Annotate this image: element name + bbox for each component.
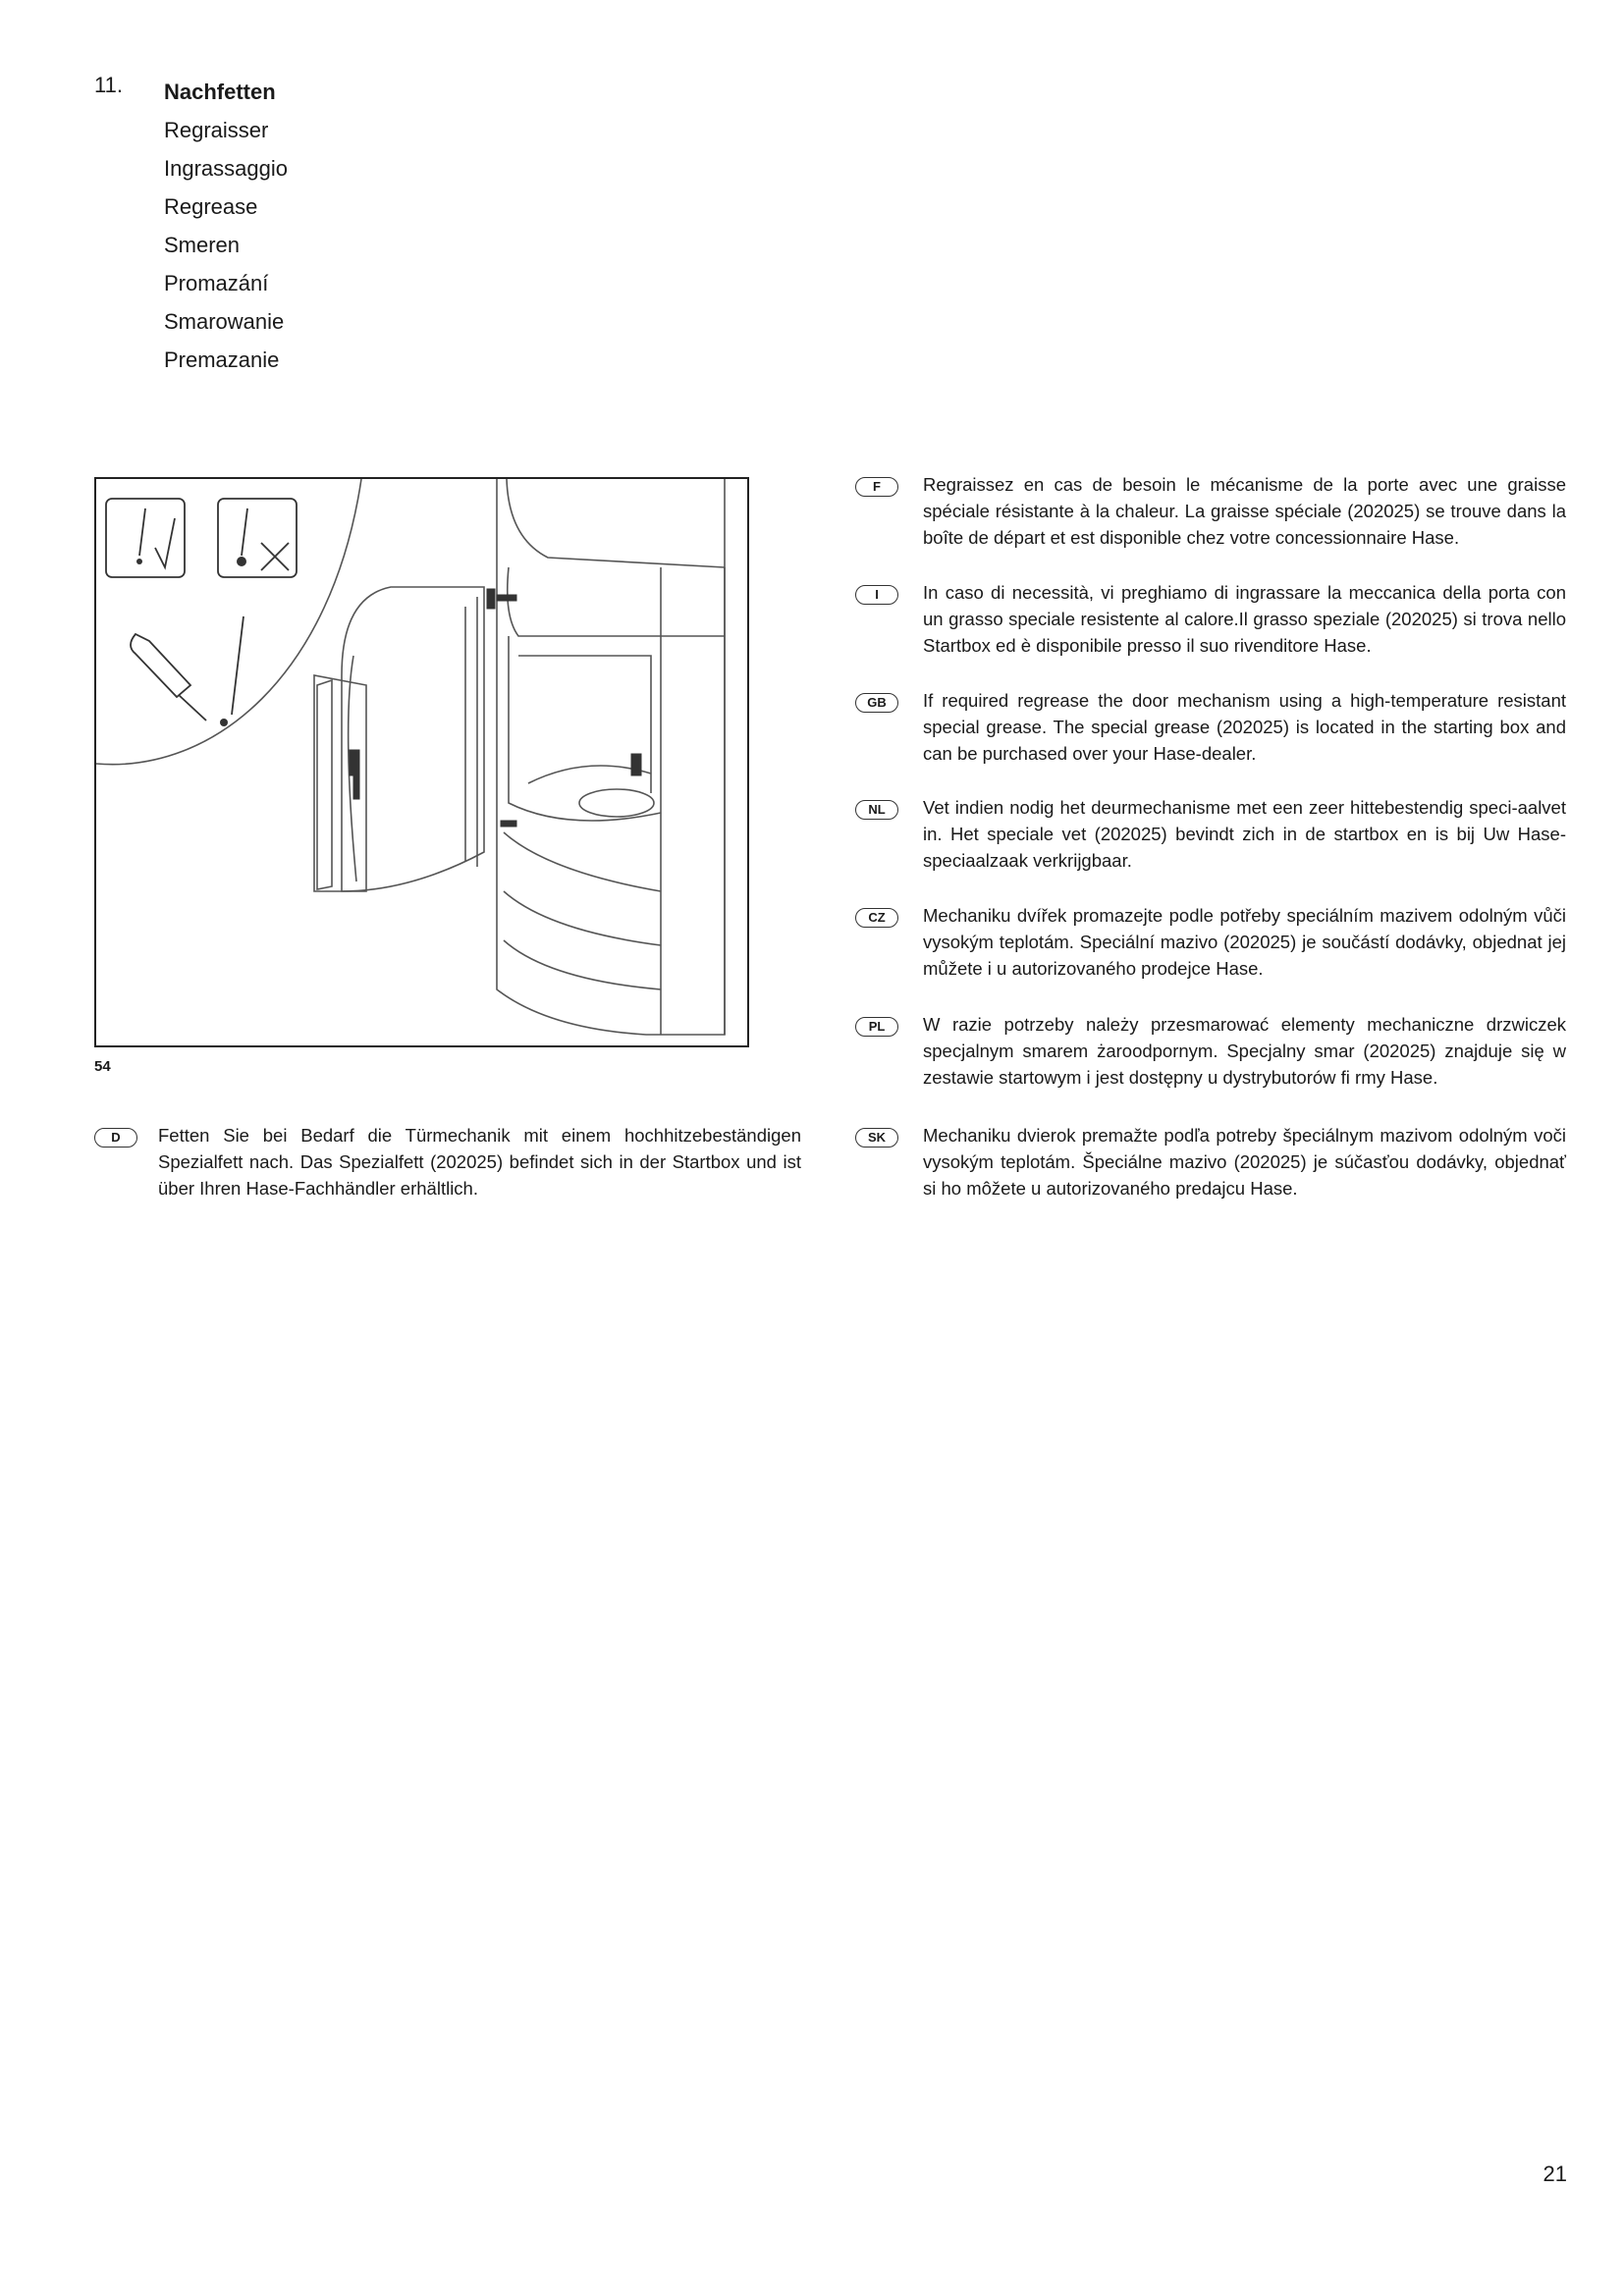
cross-icon [261, 543, 289, 570]
paragraph-cz: Mechaniku dvířek promazejte podle potřeby speciálním mazivem odolným vůči vysokým teplotám. Speciální mazivo (202025) je součástí dodávky, objednat jej můžete i u autorizovaného prodejce Hase. [923, 905, 1566, 979]
language-badge-nl: NL [855, 800, 898, 820]
paragraph-d: Fetten Sie bei Bedarf die Türmechanik mit einem hochhitzebeständigen Spezialfett nach. Das Spezialfett (202025) befindet sich in der Startbox und ist über Ihren Hase-Fachhändler erhältlich. [158, 1125, 801, 1199]
door-handle [350, 750, 359, 775]
grease-tube-icon [131, 634, 190, 697]
grease-pencil-icon [232, 616, 244, 715]
upper-hinge-bar [497, 595, 516, 601]
stove-body [497, 479, 725, 1035]
paragraph-i: In caso di necessità, vi preghiamo di ingrassare la meccanica della porta con un grasso speciale resistente al calore.Il grasso speziale (202025) si trova nello Startbox ed è disponibile presso il suo rivenditore Hase. [923, 582, 1566, 656]
grease-tube-nozzle [179, 695, 206, 721]
grease-blob-icon [220, 719, 228, 726]
fire-chamber [509, 636, 661, 821]
inset-circle-outline [96, 479, 361, 765]
page-number: 21 [1543, 2162, 1567, 2186]
section-number: 11. [94, 73, 123, 97]
paragraph-gb: If required regrease the door mechanism using a high-temperature resistant special grease. The special grease (202025) is located in the starting box and can be purchased over your Hase-dealer. [923, 690, 1566, 764]
stove-upper-band [508, 567, 725, 636]
drip-tool-line-2 [242, 508, 247, 556]
language-badge-f: F [855, 477, 898, 497]
paragraph-f: Regraissez en cas de besoin le mécanisme de la porte avec une graisse spéciale résistante à la chaleur. La graisse spéciale (202025) se trouve dans la boîte de départ et est disponible chez votre concessionnaire Hase. [923, 474, 1566, 548]
paragraph-nl: Vet indien nodig het deurmechanisme met een zeer hittebestendig speci-aalvet in. Het speciale vet (202025) bevindt zich in de startbox en is bij Uw Hase-speciaalzaak verkrijgbaar. [923, 797, 1566, 871]
title-translation-sk: Premazanie [164, 347, 280, 372]
language-badge-i: I [855, 585, 898, 605]
ash-drawer-top [504, 891, 661, 945]
paragraph-sk: Mechaniku dvierok premažte podľa potreby špeciálnym mazivom odolným voči vysokým teplotám. Špeciálne mazivo (202025) je súčasťou dodávky, objednať si ho môžete u autorizovaného predajcu Hase. [923, 1125, 1566, 1199]
ash-drawer-bottom [504, 940, 661, 989]
large-grease-drop-icon [237, 557, 246, 566]
title-translation-pl: Smarowanie [164, 309, 285, 334]
grate [579, 789, 654, 817]
drip-tool-line [139, 508, 145, 556]
door-handle-lower [353, 774, 359, 799]
door-opening [342, 587, 484, 891]
stove-illustration [94, 477, 749, 1047]
language-badge-sk: SK [855, 1128, 898, 1148]
lower-band [504, 832, 661, 891]
section-titles [164, 73, 288, 379]
stove-top-curve [507, 479, 725, 567]
title-translation-en: Regrease [164, 194, 258, 219]
language-badge-pl: PL [855, 1017, 898, 1037]
title-translation-fr: Regraisser [164, 118, 269, 142]
language-badge-d: D [94, 1128, 137, 1148]
title-translation-it: Ingrassaggio [164, 156, 288, 181]
paragraph-pl: W razie potrzeby należy przesmarować elementy mechaniczne drzwiczek specjalnym smarem żaroodpornym. Specjalny smar (202025) znajduje się w zestawie startowym i jest dostępny u dystrybutorów fi rmy Hase. [923, 1014, 1566, 1088]
stove-drawing [96, 479, 749, 1047]
figure-number: 54 [94, 1058, 111, 1075]
check-icon [155, 518, 175, 567]
upper-hinge [487, 589, 495, 609]
side-hinge [631, 754, 641, 775]
title-translation-cz: Promazání [164, 271, 269, 295]
door-edge [317, 680, 332, 889]
grease-drop-icon [136, 559, 142, 564]
section-title: Nachfetten [164, 80, 276, 104]
title-translation-nl: Smeren [164, 233, 241, 257]
lower-hinge [501, 821, 516, 827]
language-badge-gb: GB [855, 693, 898, 713]
language-badge-cz: CZ [855, 908, 898, 928]
